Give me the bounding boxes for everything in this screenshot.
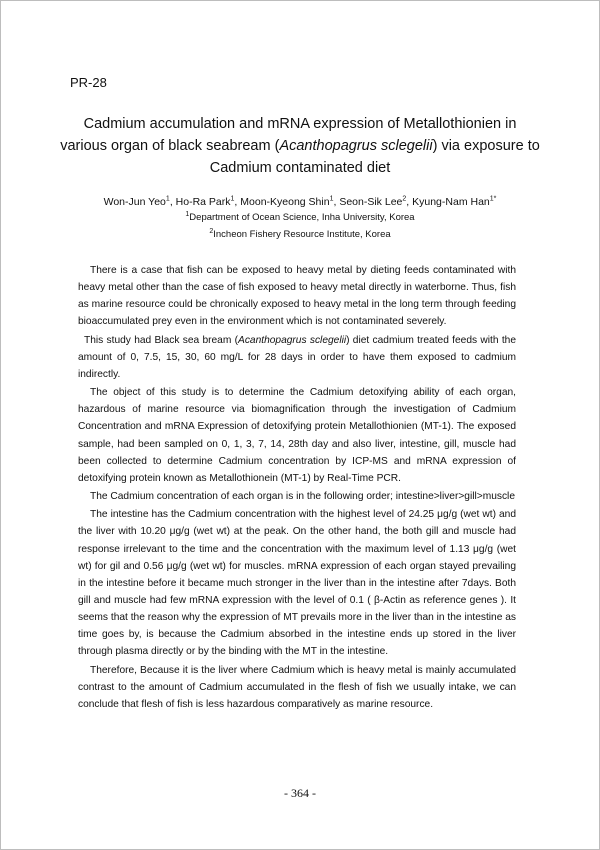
paragraph: There is a case that fish can be exposed to heavy metal by dieting feeds contaminated with heavy metal other than the case of fish exposed to heavy metal directly in waterborne. Thus, fish as marine resource could be chronically exposed to heavy metal in the long term through feeding bioaccumulated prey even in the environment which is not contaminated severely. — [78, 265, 516, 328]
abstract-code: PR-28 — [70, 75, 107, 90]
paragraph: The object of this study is to determine the Cadmium detoxifying ability of each organ, hazardous of marine resource via biomagnification through the investigation of Cadmium Concentration and mRNA Expression of detoxifying protein Metallothionien (MT-1). The exposed sample, had been sampled on 0, 1, 3, 7, 14, 28th day and also liver, intestine, gill, muscle had been collected to determine Cadmium concentration by ICP-MS and mRNA expression of detoxifying protein known as Metallothionein (MT-1) by Real-Time PCR. — [78, 387, 516, 484]
affiliation-mark: 1 — [185, 210, 190, 218]
author-name: Kyung-Nam Han — [412, 196, 490, 208]
author-affiliation-mark: 2 — [402, 195, 407, 203]
page-number: - 364 - — [284, 786, 316, 800]
author-name: Ho-Ra Park — [175, 196, 231, 208]
affiliation-text: Department of Ocean Science, Inha University, Korea — [189, 212, 415, 223]
title-part1: Cadmium accumulation and mRNA expression of Metallothionien in various organ of black seabream ( — [60, 116, 517, 154]
author-affiliation-mark: 1* — [489, 195, 497, 203]
author-affiliation-mark: 1 — [165, 195, 170, 203]
paragraph-text: ) diet cadmium treated feeds with the amount of 0, 7.5, 15, 30, 60 mg/L for 28 days in order to have them exposed to cadmium indirectly. — [78, 334, 516, 380]
affiliation — [40, 211, 560, 224]
paragraph — [78, 332, 516, 383]
title-part2: ) via exposure to Cadmium contaminated diet — [209, 138, 540, 176]
author-affiliation-mark: 1 — [230, 195, 235, 203]
paragraph: The intestine has the Cadmium concentration with the highest level of 24.25 μg/g (wet wt) and the liver with 10.20 μg/g (wet wt) at the peak. On the other hand, the both gill and muscle had response irrelevant to the time and the concentration with the maximum level of 1.13 μg/g (wet wt) for gil and 0.56 μg/g (wet wt) for muscles. mRNA expression of each organ stayed prevailing in the intestine before it became much stronger in the liver than in the intestine after 7days. Both gill and muscle had few mRNA expression with the level of 0.1 ( β-Actin as reference genes ). It seems that the reason why the expression of MT prevails more in the liver than in the intestine as time goes by, is because the Cadmium absorbed in the intestine ends up stored in the liver through plasma directly or by the binding with the MT in the intestine. — [78, 509, 516, 658]
author-name: Seon-Sik Lee — [339, 196, 403, 208]
paragraph: The Cadmium concentration of each organ is in the following order; intestine>liver>gill>muscle — [90, 491, 515, 503]
title-species: Acanthopagrus sclegelii — [279, 138, 433, 154]
affiliation — [40, 228, 560, 241]
affiliation-text: Incheon Fishery Resource Institute, Korea — [213, 229, 391, 240]
author-name: Won-Jun Yeo — [103, 196, 166, 208]
paragraph: Therefore, Because it is the liver where Cadmium which is heavy metal is mainly accumulated contrast to the amount of Cadmium accumulated in the flesh of fish we usually intake, we can conclude that flesh of fish is less hazardous comparatively as marine resource. — [78, 664, 516, 710]
abstract-body — [78, 262, 516, 713]
author-list: Won-Jun Yeo$^1$, Ho-Ra Park$^1$, Moon-Kyeong Shin$^1$, Seon-Sik Lee$^2$, Kyung-Nam Han$^{1*}$ — [103, 195, 497, 208]
species-name: Acanthopagrus sclegelii — [238, 334, 347, 346]
affiliation-mark: 2 — [209, 227, 214, 235]
paragraph-text: This study had Black sea bream ( — [84, 334, 239, 346]
author-name: Moon-Kyeong Shin — [240, 196, 330, 208]
author-affiliation-mark: 1 — [329, 195, 334, 203]
paper-title — [60, 113, 540, 179]
